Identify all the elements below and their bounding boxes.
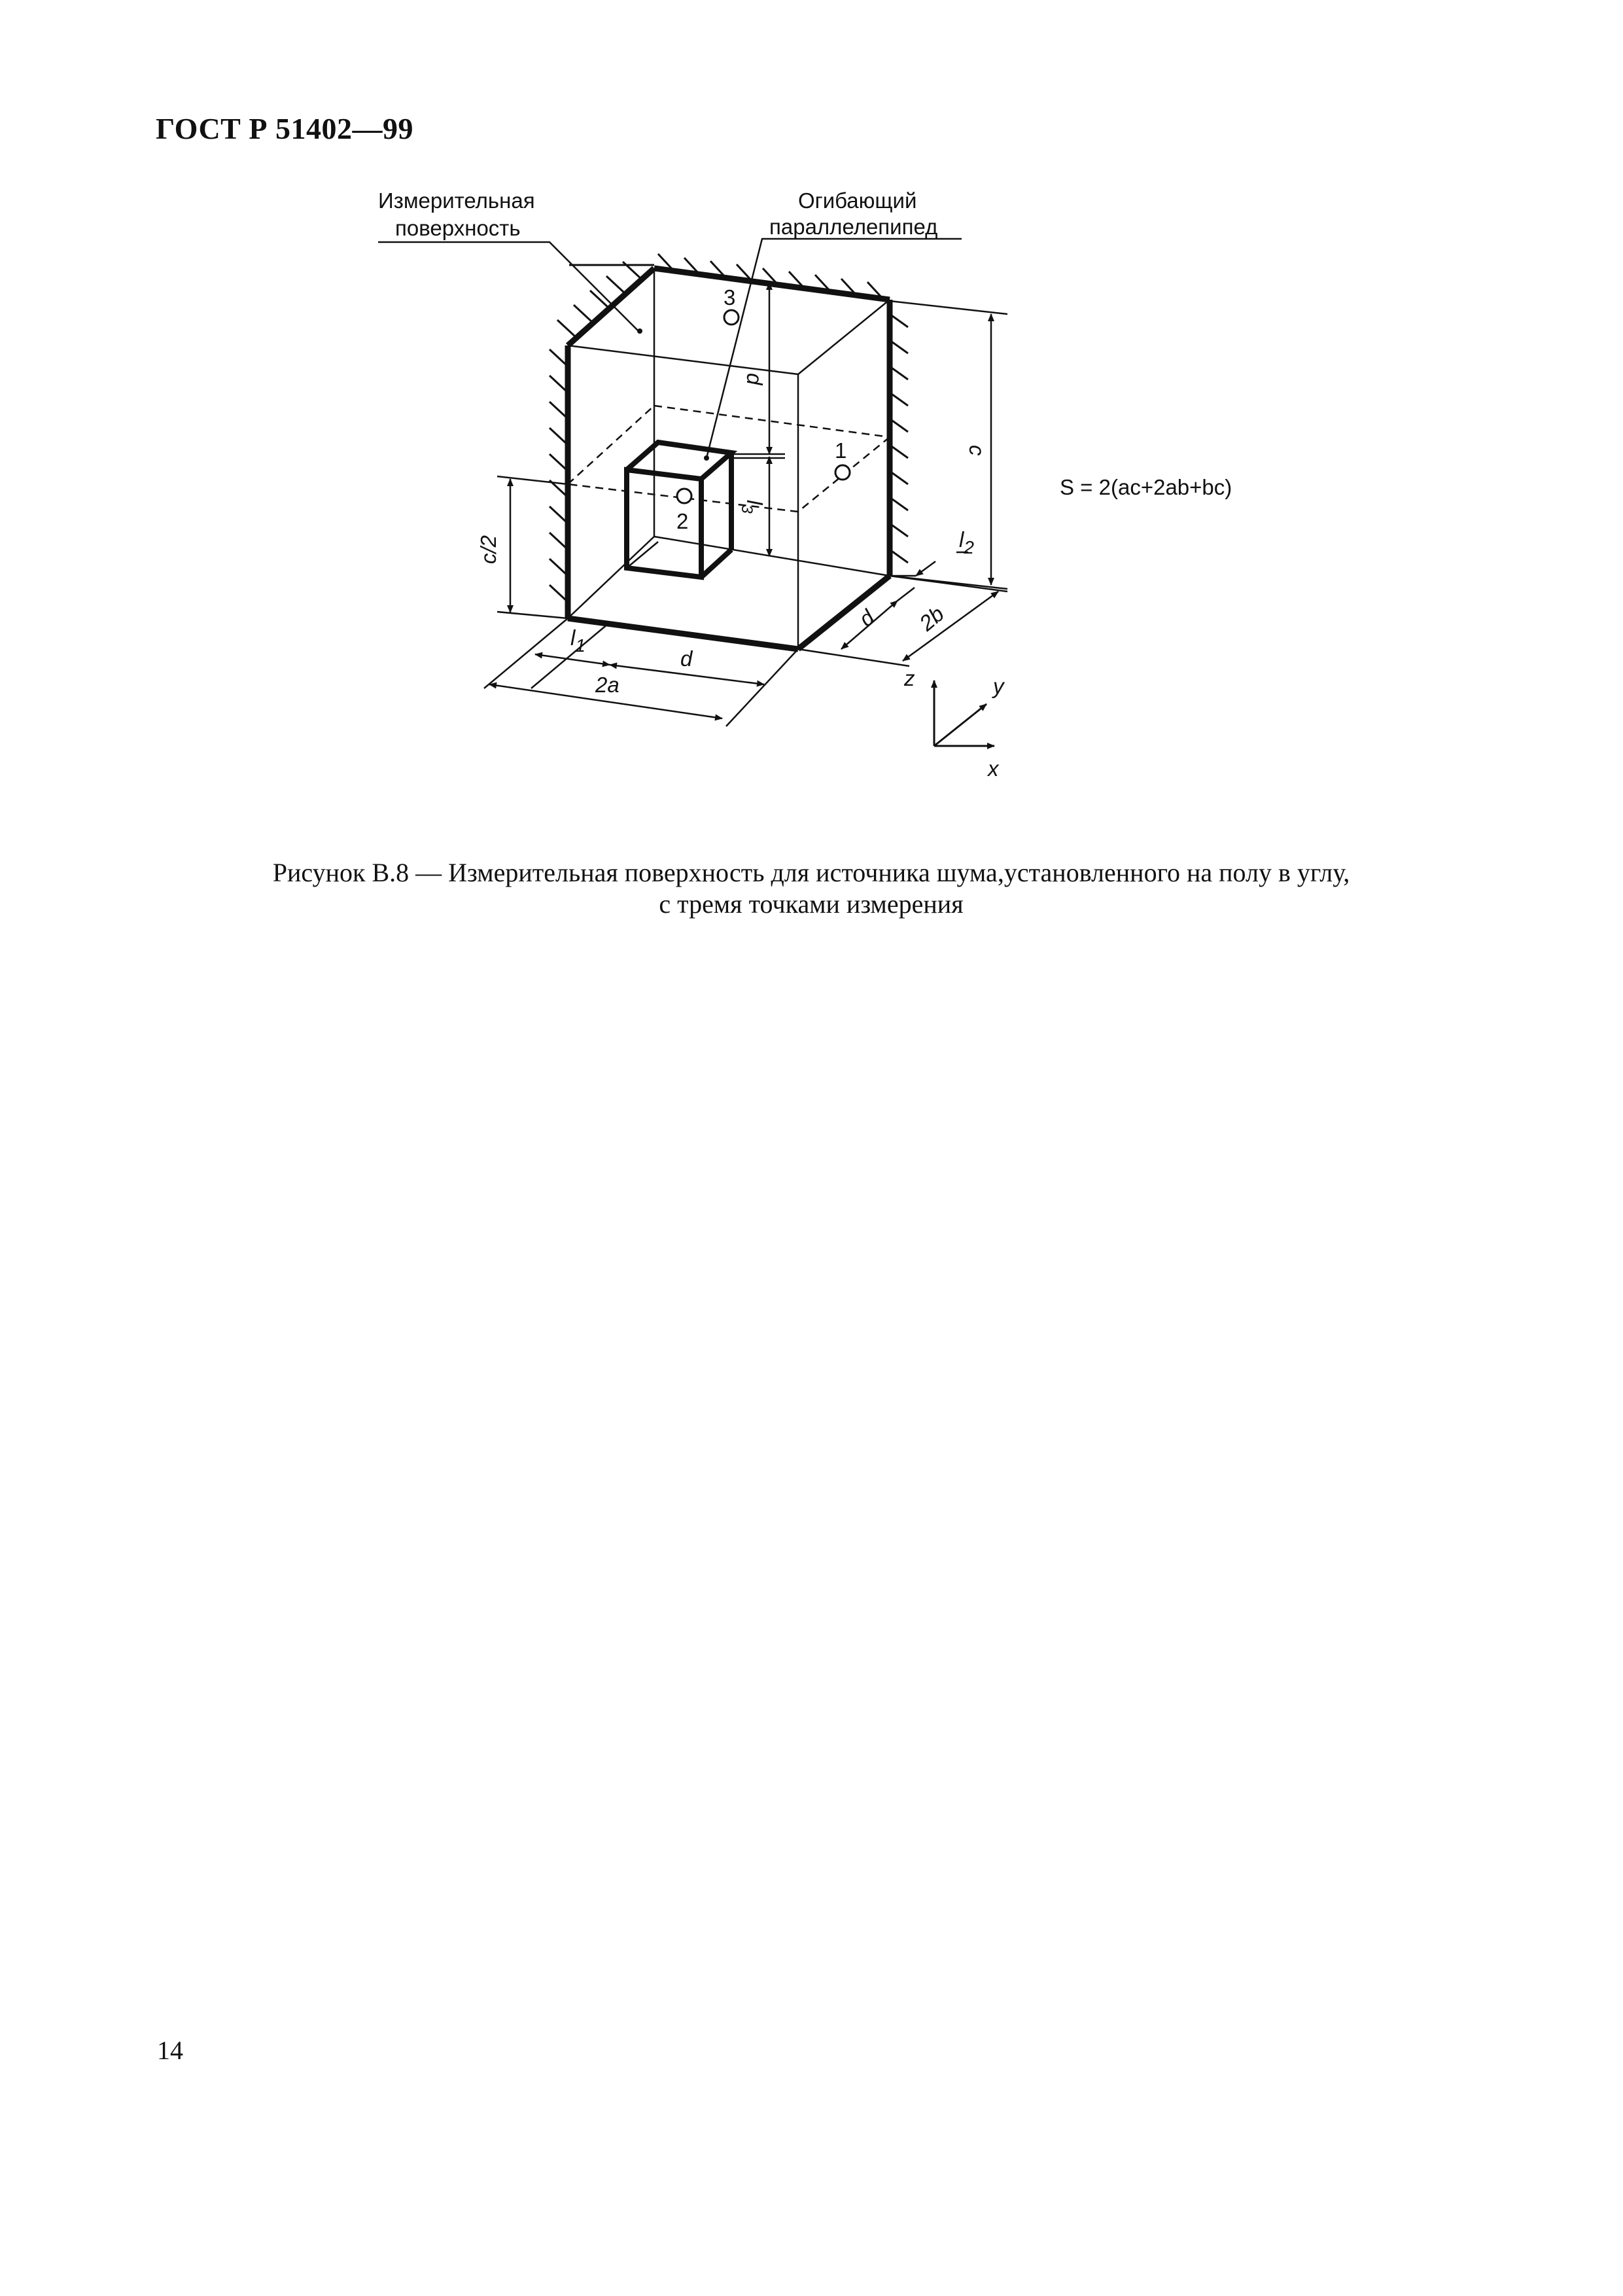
envelope-hidden-edge xyxy=(627,542,658,568)
axis-label-x: x xyxy=(988,756,999,781)
point-label-3: 3 xyxy=(724,285,736,309)
label-envelope-line1: Огибающий xyxy=(798,188,917,213)
top-back-edge xyxy=(654,268,890,300)
caption-line-2: с тремя точками измерения xyxy=(659,889,964,919)
measurement-point-1 xyxy=(835,465,850,480)
document-header: ГОСТ Р 51402—99 xyxy=(156,112,413,145)
bottom-right-edge xyxy=(798,576,890,649)
point-label-2: 2 xyxy=(676,509,689,533)
measurement-point-3 xyxy=(724,310,739,325)
dim-label-c-half: c/2 xyxy=(476,535,500,564)
axis-label-z: z xyxy=(904,666,915,690)
leader-dot-envelope xyxy=(704,455,709,461)
dim-label-l1: $l_1$ xyxy=(570,626,585,656)
page-number: 14 xyxy=(157,2036,183,2065)
measurement-point-2 xyxy=(677,489,691,503)
dim-label-2a: 2a xyxy=(595,673,620,697)
dim-label-d-vertical: d xyxy=(742,373,767,385)
label-measuring-surface-line2: поверхность xyxy=(395,216,521,240)
bottom-front-edge xyxy=(568,618,798,649)
leader-dot-surface xyxy=(637,328,642,334)
label-measuring-surface-line1: Измерительная xyxy=(378,188,535,213)
dim-label-l2: $l_2$ xyxy=(959,527,974,557)
dim-label-d-side: d xyxy=(854,605,879,631)
dim-label-l3: $l_3$ xyxy=(738,500,767,514)
dim-label-d-front: d xyxy=(680,646,693,671)
coordinate-axes xyxy=(934,680,994,746)
axis-label-y: y xyxy=(993,674,1004,698)
dim-label-2b: 2b xyxy=(915,601,949,636)
figure-caption xyxy=(164,857,1459,920)
dim-label-c: c xyxy=(965,445,989,456)
point-label-1: 1 xyxy=(835,438,847,463)
caption-line-1: Рисунок В.8 — Измерительная поверхность для источника шума,установленного на полу в углу, xyxy=(272,858,1350,887)
label-envelope-line2: параллелепипед xyxy=(769,215,938,239)
area-formula: S = 2(ac+2ab+bc) xyxy=(1060,475,1232,499)
